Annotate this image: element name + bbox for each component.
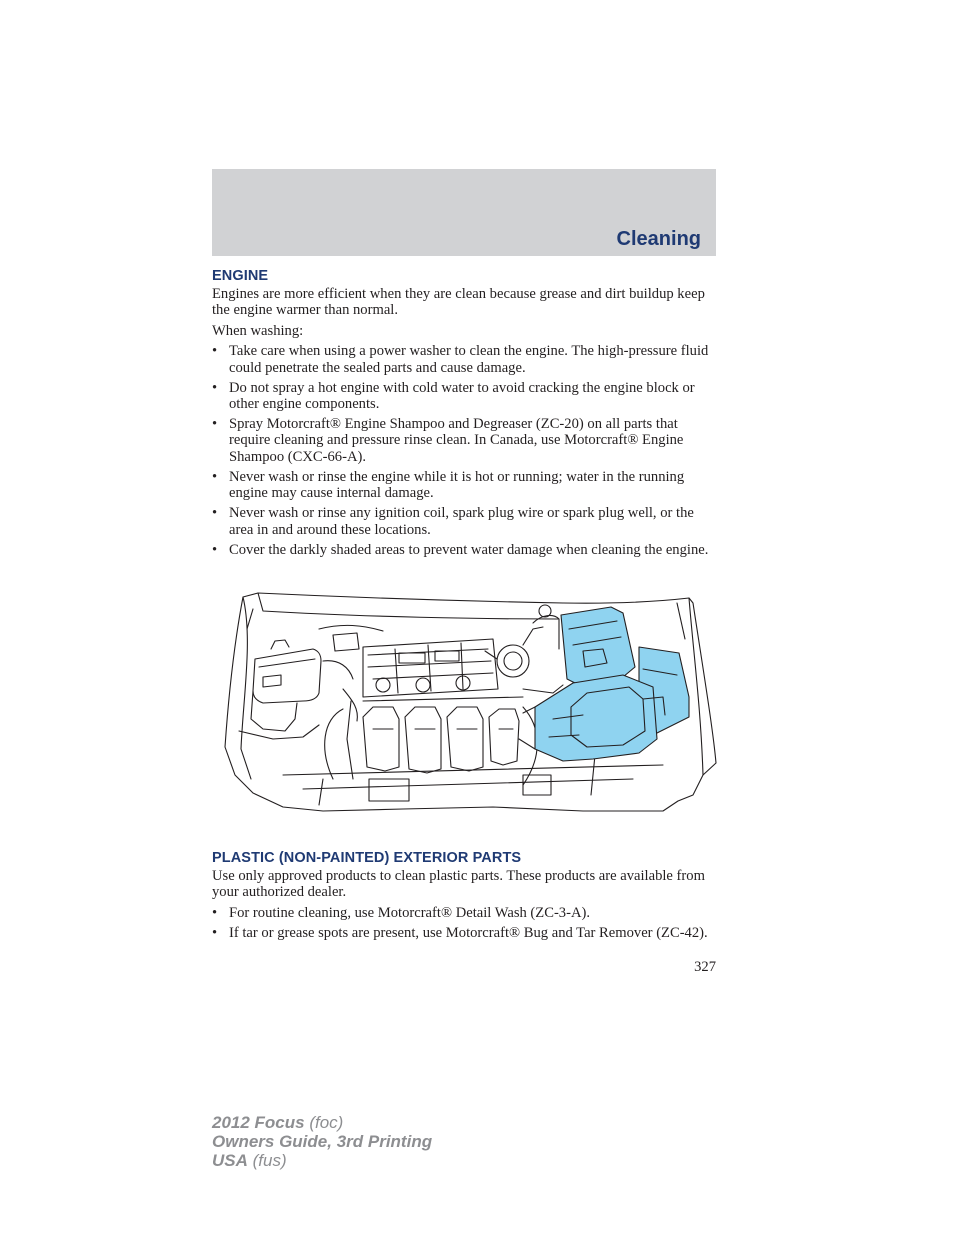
shaded-protection-areas <box>535 607 689 761</box>
coolant-reservoir <box>253 649 321 703</box>
chapter-header-band <box>212 169 716 256</box>
bullet-icon: • <box>212 416 218 433</box>
shaded-air-filter <box>535 675 657 761</box>
list-item: • If tar or grease spots are present, use Motorcraft® Bug and Tar Remover (ZC-42). <box>212 924 708 941</box>
page-number: 327 <box>694 959 716 975</box>
when-washing-label: When washing: <box>212 322 304 339</box>
footer-line-3: USA (fus) <box>212 1151 287 1170</box>
footer-line-1: 2012 Focus (foc) <box>212 1113 344 1132</box>
plastic-heading: PLASTIC (NON-PAINTED) EXTERIOR PARTS <box>212 850 522 866</box>
bullet-icon: • <box>212 541 218 558</box>
list-item: • Take care when using a power washer to clean the engine. The high-pressure fluid could penetrate the sealed parts and cause damage. <box>212 343 709 376</box>
footer-line-2: Owners Guide, 3rd Printing <box>212 1132 433 1151</box>
list-item: • Do not spray a hot engine with cold water to avoid cracking the engine block or other engine components. <box>212 379 695 413</box>
plastic-intro: Use only approved products to clean plastic parts. These products are available from your authorized dealer. <box>212 868 705 901</box>
shaded-battery <box>561 607 635 685</box>
bullet-icon: • <box>212 343 218 360</box>
bullet-icon: • <box>212 468 218 485</box>
chapter-title: Cleaning <box>616 228 701 250</box>
list-item: • Cover the darkly shaded areas to prevent water damage when cleaning the engine. <box>212 541 709 558</box>
engine-heading: ENGINE <box>212 268 269 284</box>
bullet-icon: • <box>212 379 218 396</box>
list-item: • Never wash or rinse the engine while it is hot or running; water in the running engine may cause internal damage. <box>212 468 685 502</box>
list-item: • For routine cleaning, use Motorcraft® Detail Wash (ZC-3-A). <box>212 904 591 921</box>
engine-bullet-list <box>212 343 717 558</box>
document-footer <box>212 1113 432 1170</box>
engine-compartment-illustration <box>223 589 718 813</box>
list-item: • Spray Motorcraft® Engine Shampoo and Degreaser (ZC-20) on all parts that require cleaning and pressure rinse clean. In Canada, use Motorcraft® Engine Shampoo (CXC-66-A). <box>212 416 684 465</box>
plastic-bullet-list <box>212 905 717 941</box>
plastic-parts-section <box>212 848 717 945</box>
intake-runners <box>363 707 399 771</box>
bullet-icon: • <box>212 505 218 522</box>
bullet-icon: • <box>212 924 218 941</box>
engine-intro: Engines are more efficient when they are clean because grease and dirt buildup keep the engine warmer than normal. <box>212 286 705 319</box>
engine-section <box>212 266 717 562</box>
bullet-icon: • <box>212 904 218 921</box>
list-item: • Never wash or rinse any ignition coil, spark plug wire or spark plug well, or the area in and around these locations. <box>212 505 694 538</box>
